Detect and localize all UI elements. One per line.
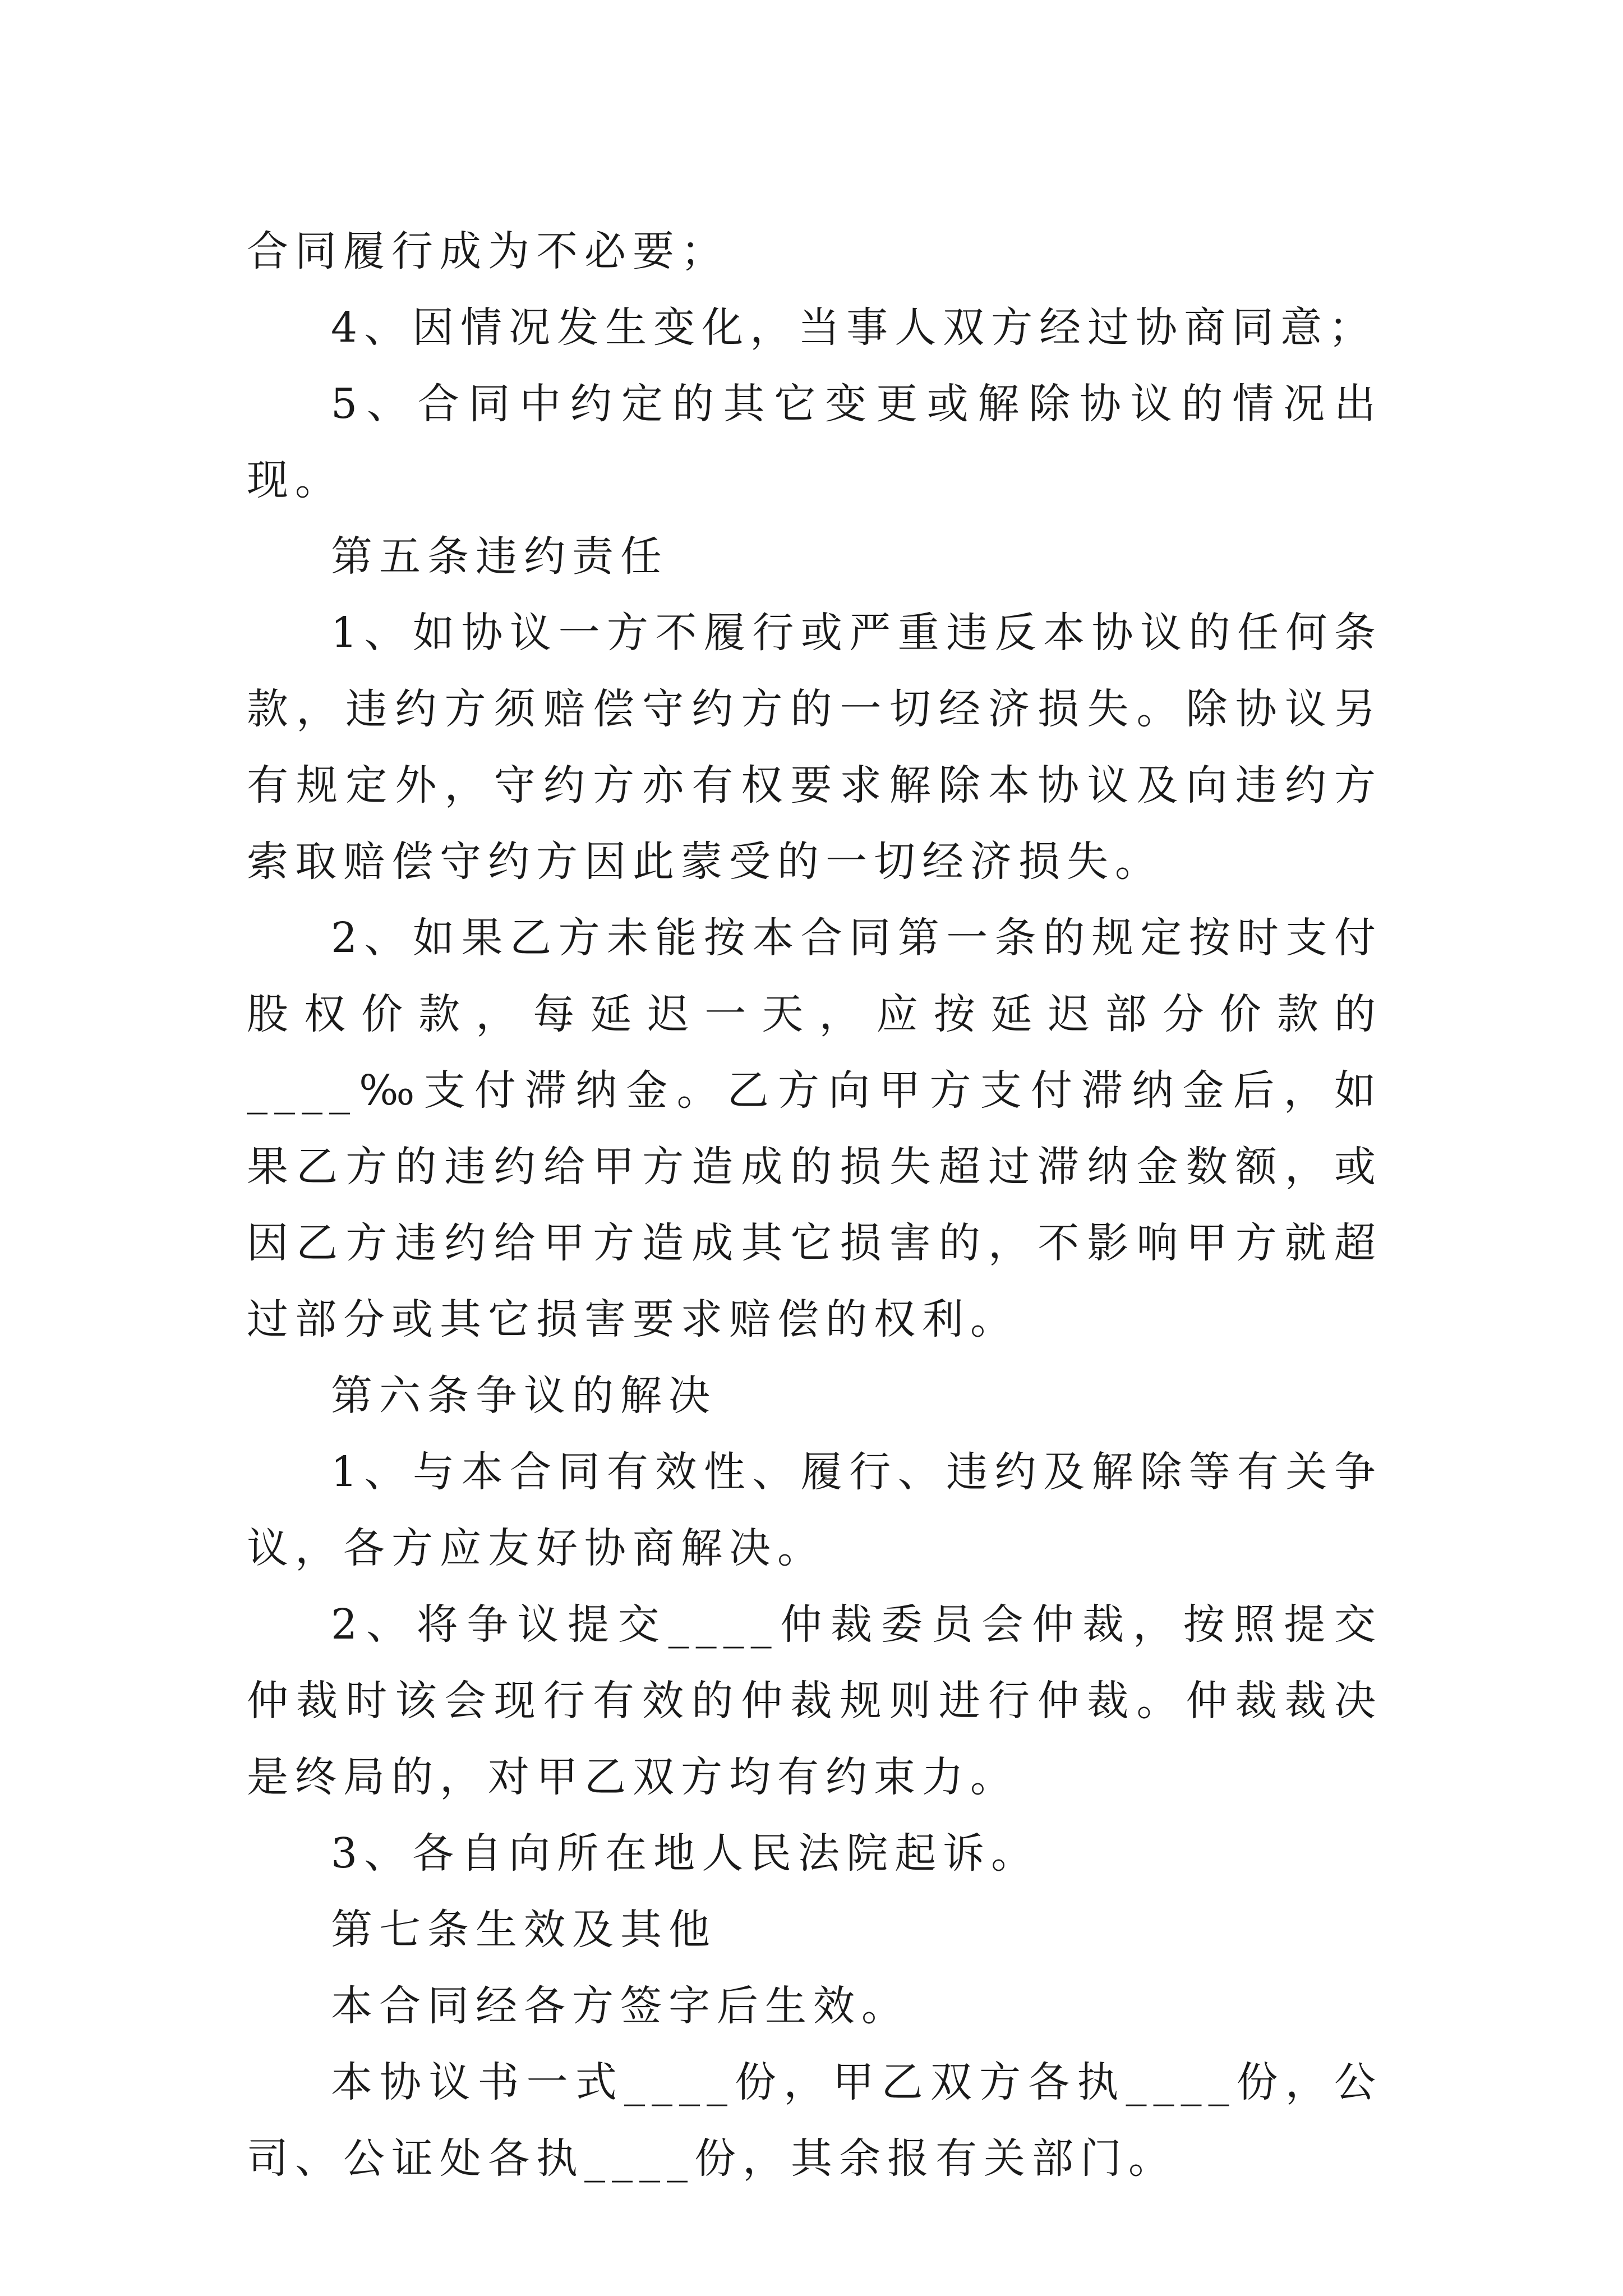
paragraph-breach-1: 1、如协议一方不履行或严重违反本协议的任何条款，违约方须赔偿守约方的一切经济损失。除协议另有规定外，守约方亦有权要求解除本协议及向违约方索取赔偿守约方因此蒙受的一切经济损失。 [247,609,1382,886]
paragraph-effective: 本合同经各方签字后生效。 [331,1982,910,2030]
paragraph-copies: 本协议书一式____份，甲乙双方各执____份，公司、公证处各执____份，其余报有关部门。 [247,2058,1382,2183]
paragraph-breach-2: 2、如果乙方未能按本合同第一条的规定按时支付股权价款，每延迟一天，应按延迟部分价款的____‰支付滞纳金。乙方向甲方支付滞纳金后，如果乙方的违约给甲方造成的损失超过滞纳金数额，或因乙方违约给甲方造成其它损害的，不影响甲方就超过部分或其它损害要求赔偿的权利。 [247,914,1382,1343]
paragraph-dispute-2: 2、将争议提交____仲裁委员会仲裁，按照提交仲裁时该会现行有效的仲裁规则进行仲裁。仲裁裁决是终局的，对甲乙双方均有约束力。 [247,1600,1382,1801]
section-heading-article-7: 第七条生效及其他 [331,1906,717,1954]
section-heading-article-6: 第六条争议的解决 [331,1372,717,1420]
document-body [247,213,1382,2197]
paragraph-dispute-3: 3、各自向所在地人民法院起诉。 [331,1829,1040,1878]
section-heading-article-5: 第五条违约责任 [331,532,668,581]
paragraph-clause-5: 5、合同中约定的其它变更或解除协议的情况出现。 [247,380,1382,504]
paragraph-clause-4: 4、因情况发生变化，当事人双方经过协商同意； [331,303,1377,352]
paragraph-continuation: 合同履行成为不必要； [247,227,729,275]
paragraph-dispute-1: 1、与本合同有效性、履行、违约及解除等有关争议，各方应友好协商解决。 [247,1448,1382,1572]
